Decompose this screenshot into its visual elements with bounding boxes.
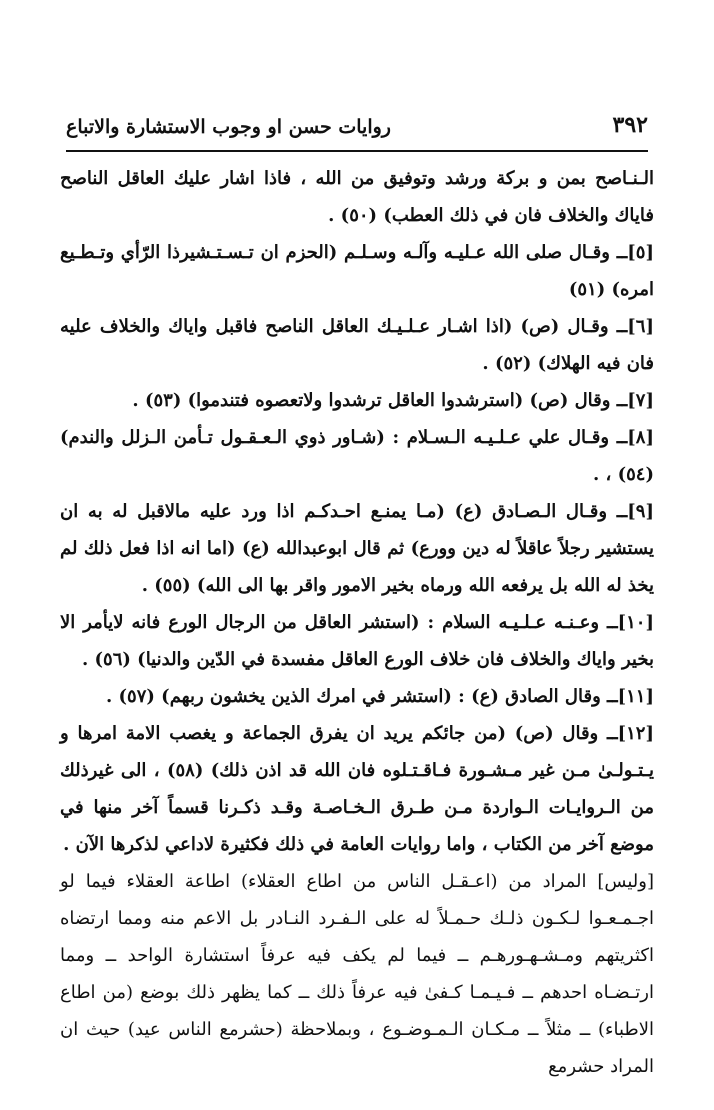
- page-number: ٣٩٢: [612, 112, 648, 138]
- paragraph: [٧]ــ وقال (ص) (استرشدوا العاقل ترشدوا ولاتعصوه فتندموا) (٥٣) .: [132, 390, 654, 411]
- paragraph: [وليس] المراد من (اعـقـل الناس من اطاع العقلاء) اطاعة العقلاء فيما لو اجـمـعـوا لـكـون ذلـك حـمـلاً له على الـفـرد النـادر بل الاعم منه ومما ارتضاه اكثريتهم ومـشـهـورهـم ــ فيما لم يكف فيه عرفاً استشارة الواحد ــ ومما ارتـضـاه احدهم ــ فـيـمـا كـفىٰ فيه عرفاً ذلك ــ كما يظهر ذلك بوضع (من اطاع الاطباء) ــ مثلاً ــ مـكـان الـمـوضـوع ، وبملاحظة (حشرمع الناس عيد) حيث ان المراد حشرمع: [60, 871, 654, 1077]
- paragraph: [٦]ــ وقـال (ص) (اذا اشـار عـلـيـك العاقل الناصح فاقبل واياك والخلاف عليه فان فيه الهلاك) (٥٢) .: [60, 316, 654, 374]
- page-header: [66, 110, 648, 152]
- running-title: روايات حسن او وجوب الاستشارة والاتباع: [66, 116, 391, 138]
- paragraph: [٨]ــ وقـال علي عـلـيـه الـسـلام : (شـاور ذوي الـعـقـول تـأمن الـزلل والندم) (٥٤) ، .: [60, 427, 654, 485]
- paragraph: [٥]ــ وقـال صلى الله عـليـه وآلـه وسـلـم (الحزم ان تـسـتـشيرذا الرّأي وتـطـيع امره) (٥١): [60, 242, 654, 300]
- paragraph: [١٢]ــ وقال (ص) (من جائكم يريد ان يفرق الجماعة و يغصب الامة امرها و يـتـولـىٰ مـن غير مـشـورة فـاقـتـلوه فان الله قد اذن ذلك) (٥٨) ، الى غيرذلك من الـروايـات الـواردة مـن طـرق الـخـاصـة وقـد ذكـرنا قسماً آخر منها في موضع آخر من الكتاب ، واما روايات العامة في ذلك فكثيرة لاداعي لذكرها الآن .: [60, 723, 655, 855]
- paragraph: [١٠]ــ وعـنـه عـلـيـه السلام : (استشر العاقل من الرجال الورع فانه لايأمر الا بخير واياك والخلاف فان خلاف الورع العاقل مفسدة في الدّين والدنيا) (٥٦) .: [60, 612, 654, 670]
- paragraph: [١١]ــ وقال الصادق (ع) : (استشر في امرك الذين يخشون ربهم) (٥٧) .: [105, 686, 654, 707]
- body-text: [60, 160, 654, 1085]
- paragraph: [٩]ــ وقـال الـصـادق (ع) (مـا يمنـع احـدكـم اذا ورد عليه مالاقبل له به ان يستشير رجلاً عاقلاً له دين وورع) ثم قال ابوعبدالله (ع) (اما انه اذا فعل ذلك لم يخذ له الله بل يرفعه الله ورماه بخير الامور واقر بها الى الله) (٥٥) .: [60, 501, 654, 596]
- paragraph: الـنـاصح بمن و بركة ورشد وتوفيق من الله ، فاذا اشار عليك العاقل الناصح فاياك والخلاف فان في ذلك العطب) (٥٠) .: [60, 168, 654, 226]
